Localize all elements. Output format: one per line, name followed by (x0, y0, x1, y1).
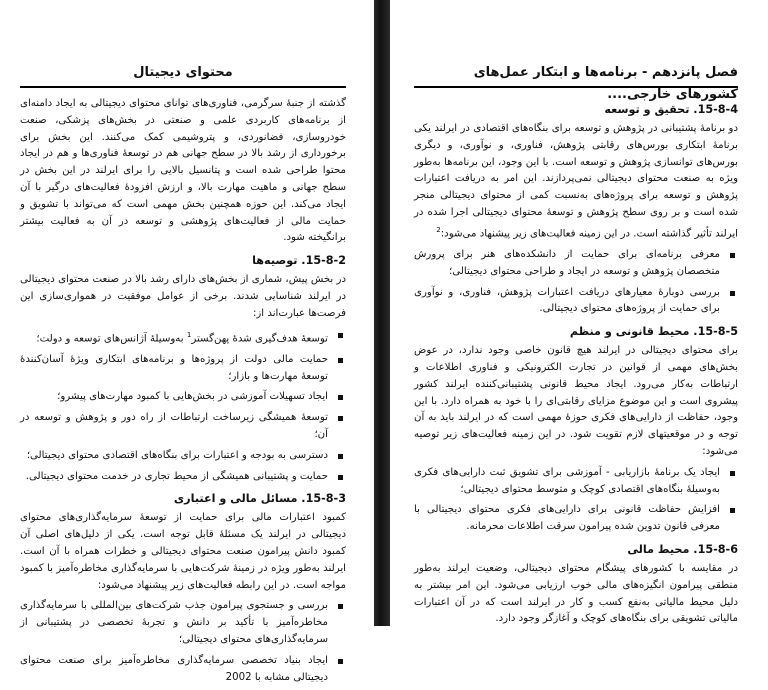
section-heading-legal: 15-8-5. محیط قانونی و منظم (569, 325, 738, 339)
list-item: معرفی برنامه‌ای برای حمایت از دانشکده‌های هنر برای پرورش متخصصان پژوهش و توسعه در ایجاد و طراحی محتوای دیجیتالی؛ (414, 247, 720, 281)
right-running-header: فصل پانزدهم - برنامه‌ها و ابتکار عمل‌های کشورهای خارجی.... (414, 62, 738, 88)
section-heading-finance: 15-8-3. مسائل مالی و اعتباری (173, 492, 346, 506)
recommendations-list (20, 327, 346, 486)
section-heading-research: 15-8-4. تحقیق و توسعه (604, 103, 738, 116)
list-item: دسترسی به بودجه و اعتبارات برای بنگاه‌های اقتصادی محتوای دیجیتالی؛ (20, 448, 328, 465)
list-item: ایجاد بنیاد تخصصی سرمایه‌گذاری مخاطره‌آمیز برای صنعت محتوای دیجیتالی مشابه با 2002 (20, 653, 328, 687)
financial-environment-paragraph: در مقایسه با کشورهای پیشگام محتوای دیجیتالی، وضعیت ایرلند به‌طور منطقی پیرامون انگیزه‌های مالی خوب ارزیابی می‌شود. این امر بیشتر به دلیل محیط مالیاتی به‌نفع کسب و کار در ایرلند است که در آن اعتبارات مالیاتی تشویقی برای بنگاه‌های کوچک و آغازگر وجود دارد. (414, 562, 738, 625)
list-item: حمایت و پشتیبانی همیشگی از محیط تجاری در خدمت محتوای دیجیتالی. (20, 469, 328, 486)
section-heading-recommendations: 15-8-2. توصیه‌ها (252, 254, 346, 268)
book-spine (374, 0, 390, 626)
intro-paragraph: گذشته از جنبهٔ سرگرمی، فناوری‌های توانای محتوای دیجیتالی به ایجاد دامنه‌ای از برنامه‌های کاربردی علمی و صنعتی در بخش‌های پزشکی، صنعت خودروسازی، فضانوردی، و پتروشیمی کمک می‌کنند. این بخش برای برخورداری از رشد بالا در سطح جهانی هم در توسعهٔ فناوری‌ها و هم در ایجاد محتوا طراحی شده است و پتانسیل بالایی را برای ایرلند در این بخش در سطح جهانی و ماهیت مهارت بالا، و ارزش افزودهٔ فعالیت‌های درگیر با آن ایجاد می‌کند. این حوزه همچنین بخش مهمی است که می‌تواند با تشویق و حمایت مالی از فعالیت‌های پژوهشی و توسعه در آن به فعالیت بیشتر برانگیخته شود. (20, 98, 346, 244)
list-item: توسعهٔ همیشگی زیرساخت ارتباطات از راه دور و پژوهش و توسعه در آن؛ (20, 410, 328, 444)
research-paragraph: دو برنامهٔ پشتیبانی در پژوهش و توسعه برای بنگاه‌های اقتصادی در ایرلند یکی برنامهٔ ابتکاری بورس‌های رقابتی پژوهش، فناوری، و نوآوری، و دیگری بورس‌های توانسازی پژوهش و توسعه است. با این وجود، این برنامه‌ها به‌طور ویژه به صنعت محتوای دیجیتالی نمی‌پردازند. این امر به دریافت اعتبارات پژوهش و توسعه برای پروژه‌های به‌نسبت کمی از محتوای دیجیتالی منجر شده است و بر روی سطح پژوهش و توسعهٔ محتوای دیجیتالی اجرا شده در ایرلند تأثیر گذاشته است. در این زمینه فعالیت‌های زیر پیشنهاد می‌شود:$^2$ (414, 123, 738, 240)
footnote-marker: 2 (436, 225, 441, 234)
list-item: حمایت مالی دولت از پروژه‌ها و برنامه‌های ابتکاری ویژهٔ آسان‌کنندهٔ توسعهٔ مهارت‌ها و بازار؛ (20, 352, 328, 386)
left-page (0, 0, 374, 683)
list-item: بررسی و جستجوی پیرامون جذب شرکت‌های بین‌المللی با سرمایه‌گذاری مخاطره‌آمیز با تأکید بر دانش و تجربهٔ تخصصی در پشتیبانی از سرمایه‌گذاری‌های محتوای دیجیتالی؛ (20, 598, 328, 648)
recommendations-paragraph: در بخش پیش، شماری از بخش‌های دارای رشد بالا در صنعت محتوای دیجیتالی در ایرلند شناسایی شدند. برخی از عوامل موفقیت در همواری‌سازی این فرصت‌ها عبارت‌اند از: (20, 274, 346, 319)
list-item: ایجاد یک برنامهٔ بازاریابی - آموزشی برای تشویق ثبت دارایی‌های فکری به‌وسیلهٔ بنگاه‌های اقتصادی کوچک و متوسط محتوای دیجیتالی؛ (414, 465, 720, 499)
right-page (390, 0, 768, 626)
left-page-content (20, 96, 346, 690)
footnote-marker: 1 (186, 330, 192, 339)
left-running-header: محتوای دیجیتال (20, 62, 346, 88)
list-item: ایجاد تسهیلات آموزشی در بخش‌هایی با کمبود مهارت‌های پیشرو؛ (20, 389, 328, 406)
research-list (414, 247, 738, 318)
list-item: افزایش حفاظت قانونی برای دارایی‌های فکری محتوای دیجیتالی با معرفی قانون تدوین شده پیرامون سرقت اطلاعات محرمانه. (414, 502, 720, 536)
legal-paragraph: برای محتوای دیجیتالی در ایرلند هیچ قانون خاصی وجود ندارد، در عوض بخش‌های مهمی از قوانین در تجارت الکترونیکی و فناوری اطلاعات و ارتباطات به‌کار می‌رود. ایجاد محیط قانونی پشتیبانی‌کننده ایرلند کشور پیشروی است و این موضوع مزایای رقابتی‌ای را با خود به همراه دارد. با این وجود، حفاظت از دارایی‌های فکری حوزهٔ مهمی است که در ایرلند باید به آن توجه و در موقعیتهای لازم تقویت شود. در این زمینه فعالیت‌های زیر توصیه می‌شود: (414, 345, 738, 457)
section-heading-financial-environment: 15-8-6. محیط مالی (627, 542, 738, 556)
list-item: بررسی دوبارهٔ معیارهای دریافت اعتبارات پژوهش، فناوری، و نوآوری برای حمایت از پروژه‌های محتوای دیجیتالی. (414, 285, 720, 319)
finance-list (20, 598, 346, 686)
legal-list (414, 465, 738, 536)
right-page-content (414, 96, 738, 632)
list-item: توسعهٔ هدف‌گیری شدهٔ پهن‌گستر$^1$ به‌وسیلهٔ آژانس‌های توسعه و دولت؛ (20, 327, 328, 348)
finance-paragraph: کمبود اعتبارات مالی برای حمایت از توسعهٔ سرمایه‌گذاری‌های محتوای دیجیتالی در ایرلند یک مسئلهٔ قابل توجه است. یکی از دلیل‌های اصلی آن کمبود دانش پیرامون صنعت محتوای دیجیتالی و خطرات همراه با آن است. ایرلند به‌طور ویژه در زمینهٔ شرکت‌هایی با سرمایه‌گذاری مخاطره‌آمیز با کمبود مواجه است. در این رابطه فعالیت‌های زیر پیشنهاد می‌شود: (20, 512, 346, 591)
